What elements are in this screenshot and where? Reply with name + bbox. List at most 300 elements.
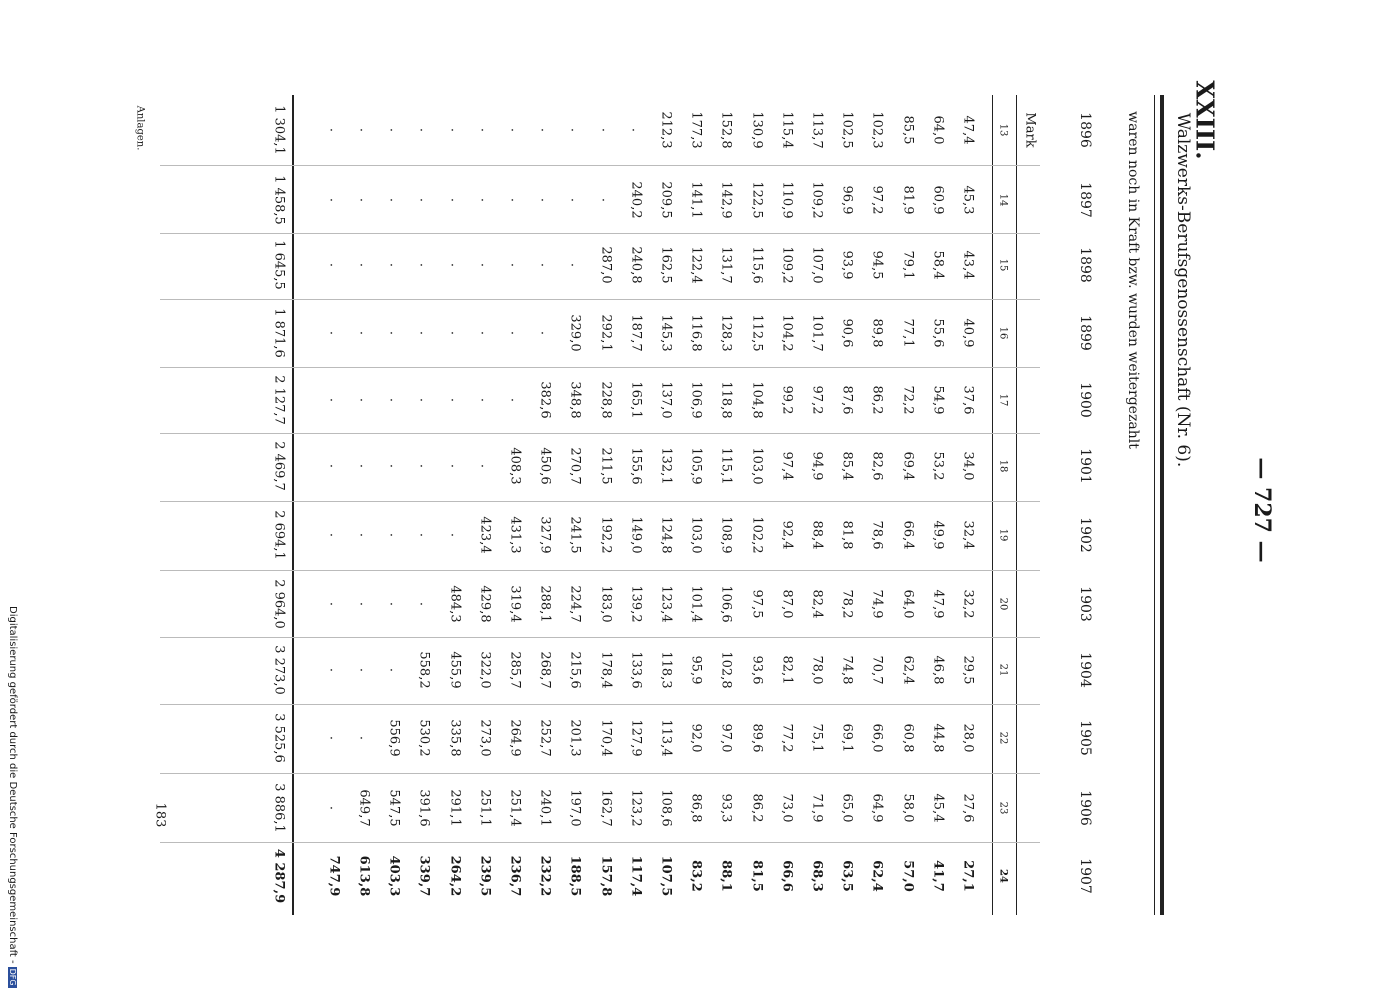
table-cell-text: 241,5	[567, 516, 583, 554]
table-cell-text: 32,4	[960, 520, 976, 550]
table-cell-text: 66,0	[869, 723, 885, 753]
table-cell-text: 118,3	[658, 651, 674, 689]
table-cell-text: 224,7	[567, 585, 583, 623]
table-cell-text: 162,7	[598, 789, 614, 827]
table-cell-text: 288,1	[537, 585, 553, 623]
table-cell-text: .	[386, 197, 402, 203]
table-cell-text: 87,0	[779, 589, 795, 619]
table-cell-text: 77,1	[900, 318, 916, 348]
table-cell-text: .	[326, 262, 342, 268]
table-cell-text: 64,9	[869, 793, 885, 823]
column-separator	[160, 637, 1040, 638]
table-cell-text: 209,5	[658, 181, 674, 219]
table-cell-text: .	[537, 262, 553, 268]
column-number-text: 16	[997, 326, 1009, 340]
table-cell-text: .	[356, 197, 372, 203]
table-cell-text: 64,0	[930, 115, 946, 145]
total-cell-text: 3 525,6	[271, 713, 287, 763]
table-cell-text: 82,6	[869, 451, 885, 481]
table-cell-text: 123,4	[658, 585, 674, 623]
table-cell-text: 450,6	[537, 447, 553, 485]
total-cell-text: 1 645,5	[271, 240, 287, 290]
table-cell-text: 107,5	[658, 855, 674, 897]
table-cell-text: 183,0	[598, 585, 614, 623]
table-cell-text: 142,9	[718, 181, 734, 219]
table-cell-text: 291,1	[447, 789, 463, 827]
table-cell-text: 104,8	[749, 381, 765, 419]
table-cell-text: 108,6	[658, 789, 674, 827]
table-cell-text: 81,8	[839, 520, 855, 550]
table-cell-text: 556,9	[386, 719, 402, 757]
table-cell-text: .	[447, 127, 463, 133]
table-cell-text: .	[447, 532, 463, 538]
table-cell-text: .	[386, 397, 402, 403]
column-separator	[160, 501, 1040, 502]
table-cell-text: .	[416, 197, 432, 203]
table-cell-text: 45,3	[960, 185, 976, 215]
table-cell-text: 122,5	[749, 181, 765, 219]
table-cell-text: 431,3	[507, 516, 523, 554]
table-cell-text: 92,0	[688, 723, 704, 753]
year-header-text: 1899	[1077, 315, 1093, 351]
table-cell-text: 132,1	[658, 447, 674, 485]
table-cell-text: .	[356, 262, 372, 268]
column-number-text: 24	[997, 869, 1009, 883]
table-cell-text: 403,3	[386, 855, 402, 897]
table-cell-text: 82,4	[809, 589, 825, 619]
table-cell-text: 285,7	[507, 651, 523, 689]
table-cell-text: 60,9	[930, 185, 946, 215]
table-cell-text: 115,1	[718, 447, 734, 485]
column-separator	[160, 367, 1040, 368]
column-number-text: 22	[997, 731, 1009, 745]
total-cell-text: 3 886,1	[271, 783, 287, 833]
total-cell-text: 1 871,6	[271, 308, 287, 358]
table-cell-text: 83,2	[688, 860, 704, 892]
table-cell-text: .	[447, 397, 463, 403]
table-cell-text: 197,0	[567, 789, 583, 827]
table-cell-text: 127,9	[628, 719, 644, 757]
title-rule-thick	[1160, 95, 1164, 915]
table-cell-text: 106,6	[718, 585, 734, 623]
table-cell-text: 79,1	[900, 250, 916, 280]
table-cell-text: 149,0	[628, 516, 644, 554]
table-cell-text: .	[416, 601, 432, 607]
table-cell-text: 68,3	[809, 860, 825, 892]
table-cell-text: 102,3	[869, 111, 885, 149]
table-cell-text: 103,0	[688, 516, 704, 554]
table-cell-text: 292,1	[598, 314, 614, 352]
table-cell-text: 139,2	[628, 585, 644, 623]
table-cell-text: .	[477, 330, 493, 336]
column-number-text: 14	[997, 193, 1009, 207]
table-cell-text: 60,8	[900, 723, 916, 753]
table-cell-text: .	[356, 532, 372, 538]
table-cell-text: 99,2	[779, 385, 795, 415]
table-cell-text: 339,7	[416, 855, 432, 897]
dfg-credit-text: Digitalisierung gefördert durch die Deutsche Forschungsgemeinschaft -	[7, 606, 18, 964]
table-cell-text: .	[416, 127, 432, 133]
table-cell-text: .	[537, 127, 553, 133]
table-cell-text: 71,9	[809, 793, 825, 823]
table-cell-text: .	[356, 667, 372, 673]
table-cell-text: 327,9	[537, 516, 553, 554]
table-cell-text: 123,2	[628, 789, 644, 827]
table-cell-text: .	[416, 397, 432, 403]
column-number-text: 13	[997, 123, 1009, 137]
table-cell-text: .	[447, 262, 463, 268]
table-cell-text: .	[477, 127, 493, 133]
table-cell-text: 34,0	[960, 451, 976, 481]
total-cell-text: 2 127,7	[271, 375, 287, 425]
table-cell-text: 348,8	[567, 381, 583, 419]
year-header-text: 1898	[1077, 247, 1093, 283]
table-cell-text: 27,6	[960, 793, 976, 823]
title-rule-thin	[1154, 95, 1155, 915]
table-cell-text: 58,0	[900, 793, 916, 823]
index-rule-right	[992, 95, 993, 915]
table-cell-text: 319,4	[507, 585, 523, 623]
table-cell-text: 77,2	[779, 723, 795, 753]
table-cell-text: 78,2	[839, 589, 855, 619]
year-header-text: 1907	[1077, 858, 1093, 894]
table-cell-text: 152,8	[718, 111, 734, 149]
table-cell-text: 117,4	[628, 855, 644, 897]
table-cell-text: 613,8	[356, 855, 372, 897]
table-cell-text: .	[507, 262, 523, 268]
table-cell-text: 64,0	[900, 589, 916, 619]
table-cell-text: 201,3	[567, 719, 583, 757]
table-cell-text: .	[416, 262, 432, 268]
table-cell-text: 240,8	[628, 246, 644, 284]
table-cell-text: 73,0	[779, 793, 795, 823]
table-cell-text: 115,6	[749, 246, 765, 284]
table-cell-text: .	[386, 463, 402, 469]
column-separator	[160, 165, 1040, 166]
total-cell-text: 1 458,5	[271, 175, 287, 225]
table-cell-text: 108,9	[718, 516, 734, 554]
column-separator	[160, 842, 1040, 843]
table-cell-text: 53,2	[930, 451, 946, 481]
table-cell-text: 251,4	[507, 789, 523, 827]
table-cell-text: 32,2	[960, 589, 976, 619]
table-cell-text: 649,7	[356, 789, 372, 827]
table-cell-text: 429,8	[477, 585, 493, 623]
table-cell-text: 211,5	[598, 447, 614, 485]
year-header-text: 1905	[1077, 720, 1093, 756]
column-separator	[160, 773, 1040, 774]
table-cell-text: 107,0	[809, 246, 825, 284]
table-cell-text: 109,2	[779, 246, 795, 284]
table-cell-text: 118,8	[718, 381, 734, 419]
footer-page-count-text: 183	[152, 802, 168, 828]
page-title-text: Walzwerks-Berufsgenossenschaft (Nr. 6).	[1173, 112, 1193, 468]
table-cell-text: .	[477, 397, 493, 403]
table-cell-text: 251,1	[477, 789, 493, 827]
table-cell-text: .	[477, 463, 493, 469]
table-cell-text: .	[567, 197, 583, 203]
table-subtitle-text: waren noch in Kraft bzw. wurden weitergezahlt	[1125, 111, 1141, 449]
column-separator	[160, 233, 1040, 234]
table-cell-text: 74,9	[869, 589, 885, 619]
table-cell-text: .	[447, 330, 463, 336]
table-cell-text: 93,3	[718, 793, 734, 823]
table-cell-text: 37,6	[960, 385, 976, 415]
column-number-text: 17	[997, 393, 1009, 407]
table-cell-text: .	[326, 330, 342, 336]
table-cell-text: 29,5	[960, 655, 976, 685]
table-cell-text: 78,0	[809, 655, 825, 685]
table-cell-text: 97,0	[718, 723, 734, 753]
table-cell-text: 157,8	[598, 855, 614, 897]
table-cell-text: 228,8	[598, 381, 614, 419]
dfg-logo: DFG	[8, 968, 17, 986]
table-cell-text: 102,5	[839, 111, 855, 149]
table-cell-text: 322,0	[477, 651, 493, 689]
dfg-credit	[4, 606, 18, 996]
table-cell-text: .	[416, 532, 432, 538]
table-cell-text: 112,5	[749, 314, 765, 352]
column-separator	[160, 704, 1040, 705]
table-cell-text: 103,0	[749, 447, 765, 485]
table-cell-text: 57,0	[900, 860, 916, 892]
table-cell-text: .	[386, 262, 402, 268]
table-cell-text: 102,2	[749, 516, 765, 554]
table-cell-text: 81,5	[749, 860, 765, 892]
table-cell-text: 47,9	[930, 589, 946, 619]
table-cell-text: 92,4	[779, 520, 795, 550]
total-cell-text: 4 287,9	[271, 848, 287, 904]
year-header-text: 1906	[1077, 790, 1093, 826]
section-roman-numeral-text: XXIII.	[1190, 80, 1220, 160]
table-cell-text: 236,7	[507, 855, 523, 897]
table-cell-text: .	[326, 397, 342, 403]
year-header-text: 1902	[1077, 517, 1093, 553]
table-cell-text: 162,5	[658, 246, 674, 284]
total-cell-text: 3 273,0	[271, 645, 287, 695]
table-cell-text: 558,2	[416, 651, 432, 689]
table-cell-text: 113,7	[809, 111, 825, 149]
table-cell-text: 240,2	[628, 181, 644, 219]
table-cell-text: 116,8	[688, 314, 704, 352]
index-rule-left	[1016, 95, 1017, 915]
table-cell-text: 240,1	[537, 789, 553, 827]
table-cell-text: .	[507, 397, 523, 403]
table-cell-text: .	[326, 127, 342, 133]
table-cell-text: 66,4	[900, 520, 916, 550]
table-cell-text: 273,0	[477, 719, 493, 757]
table-cell-text: .	[507, 330, 523, 336]
table-cell-text: .	[507, 127, 523, 133]
table-cell-text: 78,6	[869, 520, 885, 550]
year-header-text: 1903	[1077, 586, 1093, 622]
table-cell-text: 85,4	[839, 451, 855, 481]
table-cell-text: .	[598, 127, 614, 133]
table-cell-text: 212,3	[658, 111, 674, 149]
table-cell-text: 102,8	[718, 651, 734, 689]
table-cell-text: 47,4	[960, 115, 976, 145]
table-cell-text: .	[628, 127, 644, 133]
table-cell-text: 69,1	[839, 723, 855, 753]
table-cell-text: 58,4	[930, 250, 946, 280]
table-cell-text: .	[356, 330, 372, 336]
table-cell-text: .	[326, 463, 342, 469]
table-cell-text: 85,5	[900, 115, 916, 145]
column-number-text: 20	[997, 597, 1009, 611]
table-cell-text: 109,2	[809, 181, 825, 219]
table-cell-text: .	[356, 397, 372, 403]
table-cell-text: 187,7	[628, 314, 644, 352]
table-cell-text: 40,9	[960, 318, 976, 348]
table-cell-text: .	[386, 330, 402, 336]
table-cell-text: 530,2	[416, 719, 432, 757]
table-cell-text: 49,9	[930, 520, 946, 550]
table-cell-text: 423,4	[477, 516, 493, 554]
year-header-text: 1904	[1077, 652, 1093, 688]
table-cell-text: 124,8	[658, 516, 674, 554]
table-cell-text: 27,1	[960, 860, 976, 892]
table-cell-text: 86,8	[688, 793, 704, 823]
table-cell-text: 87,6	[839, 385, 855, 415]
table-cell-text: 97,4	[779, 451, 795, 481]
table-cell-text: .	[326, 532, 342, 538]
table-cell-text: 145,3	[658, 314, 674, 352]
table-cell-text: 455,9	[447, 651, 463, 689]
column-number-text: 21	[997, 663, 1009, 677]
table-cell-text: 252,7	[537, 719, 553, 757]
table-cell-text: .	[477, 197, 493, 203]
table-cell-text: 177,3	[688, 111, 704, 149]
total-cell-text: 2 964,0	[271, 579, 287, 629]
table-cell-text: 44,8	[930, 723, 946, 753]
table-cell-text: 192,2	[598, 516, 614, 554]
table-cell-text: 130,9	[749, 111, 765, 149]
table-cell-text: 408,3	[507, 447, 523, 485]
table-cell-text: 94,5	[869, 250, 885, 280]
table-cell-text: .	[386, 127, 402, 133]
table-cell-text: .	[356, 463, 372, 469]
table-cell-text: 65,0	[839, 793, 855, 823]
table-cell-text: 264,2	[447, 855, 463, 897]
year-header-text: 1900	[1077, 382, 1093, 418]
table-cell-text: 547,5	[386, 789, 402, 827]
table-cell-text: 93,9	[839, 250, 855, 280]
table-cell-text: 63,5	[839, 860, 855, 892]
table-cell-text: 41,7	[930, 860, 946, 892]
unit-label-text: Mark	[1022, 112, 1038, 148]
table-cell-text: 101,4	[688, 585, 704, 623]
table-cell-text: 215,6	[567, 651, 583, 689]
total-cell-text: 2 694,1	[271, 510, 287, 560]
table-cell-text: .	[386, 601, 402, 607]
total-cell-text: 2 469,7	[271, 441, 287, 491]
year-header-text: 1896	[1077, 112, 1093, 148]
table-cell-text: 97,2	[869, 185, 885, 215]
table-cell-text: 232,2	[537, 855, 553, 897]
table-cell-text: 96,9	[839, 185, 855, 215]
year-header-text: 1901	[1077, 448, 1093, 484]
table-cell-text: .	[326, 805, 342, 811]
table-cell-text: 264,9	[507, 719, 523, 757]
table-cell-text: 88,1	[718, 860, 734, 892]
table-cell-text: .	[326, 667, 342, 673]
table-cell-text: 54,9	[930, 385, 946, 415]
table-cell-text: .	[356, 601, 372, 607]
table-cell-text: 43,4	[960, 250, 976, 280]
table-cell-text: 106,9	[688, 381, 704, 419]
table-cell-text: 141,1	[688, 181, 704, 219]
table-cell-text: 268,7	[537, 651, 553, 689]
table-cell-text: 105,9	[688, 447, 704, 485]
table-cell-text: 97,2	[809, 385, 825, 415]
table-cell-text: 484,3	[447, 585, 463, 623]
table-cell-text: 45,4	[930, 793, 946, 823]
table-cell-text: 72,2	[900, 385, 916, 415]
table-cell-text: 128,3	[718, 314, 734, 352]
table-cell-text: 62,4	[900, 655, 916, 685]
table-cell-text: 93,6	[749, 655, 765, 685]
year-header-text: 1897	[1077, 182, 1093, 218]
table-cell-text: .	[567, 127, 583, 133]
table-cell-text: 104,2	[779, 314, 795, 352]
table-cell-text: 101,7	[809, 314, 825, 352]
table-cell-text: 74,8	[839, 655, 855, 685]
table-cell-text: 287,0	[598, 246, 614, 284]
table-cell-text: 137,0	[658, 381, 674, 419]
table-cell-text: 188,5	[567, 855, 583, 897]
table-cell-text: .	[416, 330, 432, 336]
table-cell-text: .	[356, 127, 372, 133]
table-cell-text: 391,6	[416, 789, 432, 827]
total-rule	[292, 95, 294, 915]
table-cell-text: 335,8	[447, 719, 463, 757]
table-cell-text: 66,6	[779, 860, 795, 892]
column-number-text: 23	[997, 801, 1009, 815]
table-cell-text: 155,6	[628, 447, 644, 485]
table-cell-text: 89,6	[749, 723, 765, 753]
table-cell-text: 115,4	[779, 111, 795, 149]
column-number-text: 18	[997, 459, 1009, 473]
table-cell-text: .	[416, 463, 432, 469]
table-cell-text: 82,1	[779, 655, 795, 685]
table-cell-text: .	[356, 735, 372, 741]
table-cell-text: .	[386, 667, 402, 673]
table-cell-text: 94,9	[809, 451, 825, 481]
table-cell-text: .	[567, 262, 583, 268]
table-cell-text: 97,5	[749, 589, 765, 619]
table-cell-text: .	[326, 735, 342, 741]
table-cell-text: .	[447, 463, 463, 469]
table-cell-text: .	[326, 601, 342, 607]
table-cell-text: 55,6	[930, 318, 946, 348]
table-cell-text: .	[386, 532, 402, 538]
table-cell-text: 382,6	[537, 381, 553, 419]
table-cell-text: 239,5	[477, 855, 493, 897]
table-cell-text: 133,6	[628, 651, 644, 689]
table-cell-text: 86,2	[749, 793, 765, 823]
table-cell-text: 69,4	[900, 451, 916, 481]
table-cell-text: 747,9	[326, 855, 342, 897]
column-separator	[160, 570, 1040, 571]
table-cell-text: 110,9	[779, 181, 795, 219]
table-cell-text: 170,4	[598, 719, 614, 757]
table-cell-text: .	[598, 197, 614, 203]
column-separator	[160, 433, 1040, 434]
column-separator	[160, 299, 1040, 300]
table-cell-text: 113,4	[658, 719, 674, 757]
table-cell-text: .	[477, 262, 493, 268]
table-cell-text: 95,9	[688, 655, 704, 685]
